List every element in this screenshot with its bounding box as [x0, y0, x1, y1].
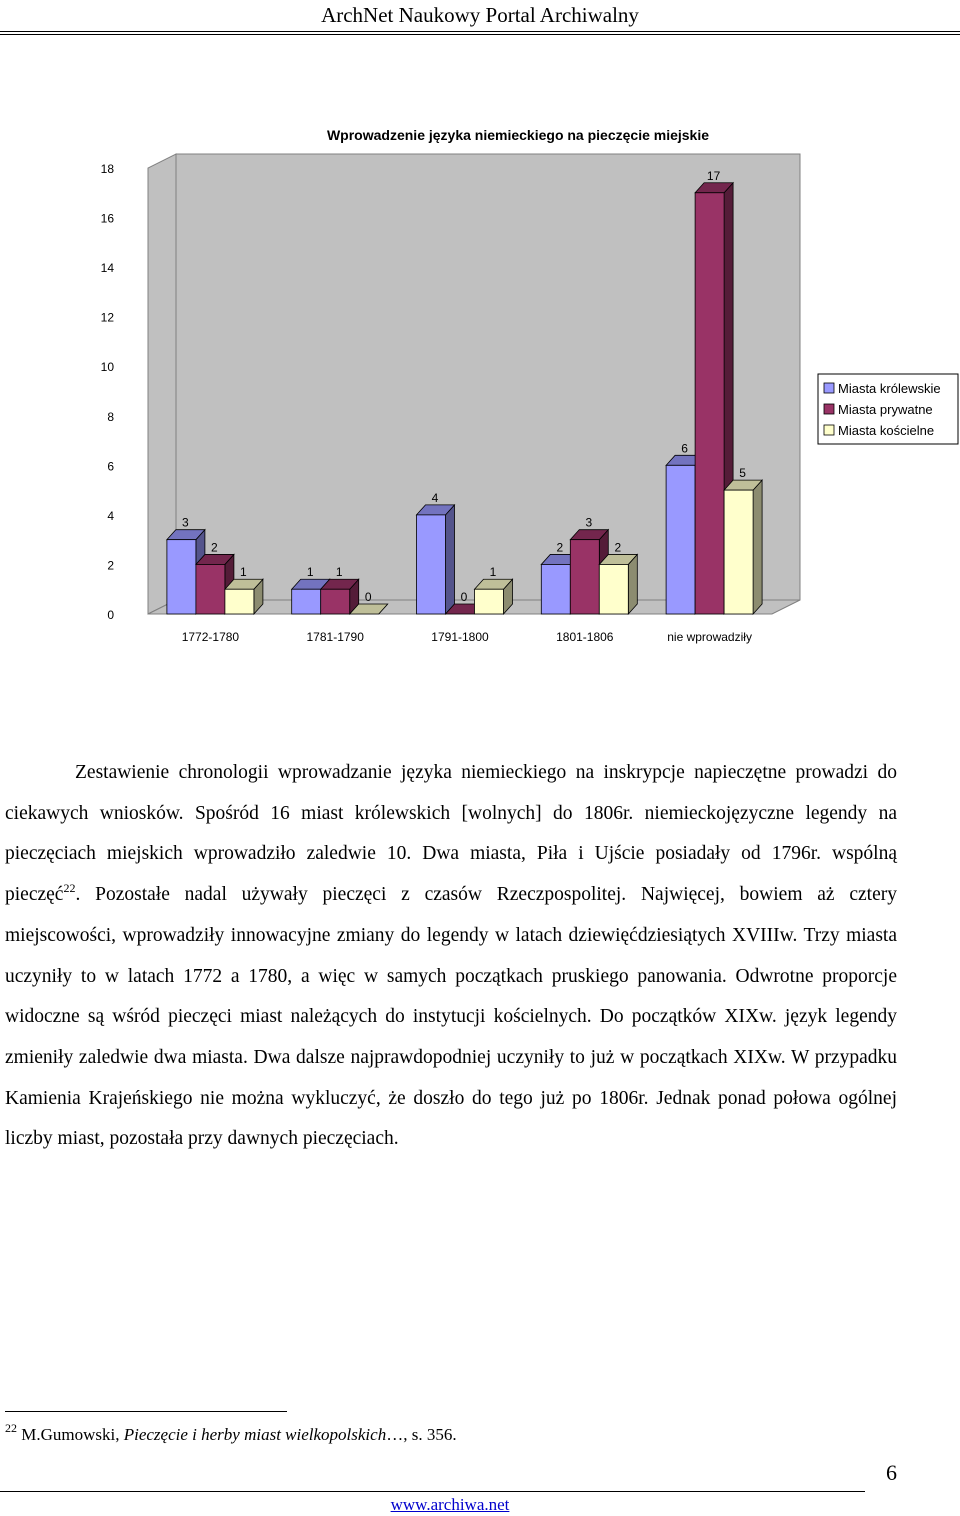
body-paragraph	[5, 753, 897, 1160]
bar-front	[292, 589, 321, 614]
bar-front	[695, 193, 724, 614]
data-label: 1	[489, 565, 497, 580]
footnote-title: Pieczęcie i herby miast wielkopolskich	[123, 1425, 387, 1444]
bar-side	[446, 505, 455, 614]
paragraph-part-1: Zestawienie chronologii wprowadzanie języka niemieckiego na inskrypcje napieczętne prowadzi do ciekawych wniosków. Spośród 16 miast królewskich [wolnych] do 1806r. niemieckojęzyczne legendy na pieczęciach miejskich wprowadziło zaledwie 10. Dwa miasta, Piła i Ujście posiadały od 1796r. wspólną pieczęć	[5, 762, 897, 906]
bar-chart	[0, 40, 960, 700]
data-label: 3	[585, 515, 593, 530]
footnote-author: M.Gumowski,	[21, 1425, 124, 1444]
x-axis	[182, 630, 752, 644]
data-label: 2	[614, 540, 622, 555]
y-tick-label: 2	[107, 558, 114, 573]
data-label: 2	[211, 540, 218, 555]
bar-front	[475, 589, 504, 614]
bar-front	[196, 564, 225, 614]
legend-swatch	[824, 425, 834, 435]
data-label: 1	[306, 565, 314, 580]
bar-front	[724, 490, 753, 614]
bar	[417, 505, 455, 614]
data-label: 1	[335, 565, 343, 580]
data-label: 0	[364, 590, 372, 604]
y-tick-label: 10	[100, 360, 114, 375]
footer-link[interactable]: www.archiwa.net	[390, 1495, 510, 1514]
bar	[225, 579, 263, 614]
bar	[724, 480, 762, 614]
legend	[818, 374, 958, 444]
bar-front	[225, 589, 254, 614]
bar-front	[167, 540, 196, 614]
data-label: 6	[681, 441, 688, 456]
y-tick-label: 6	[107, 459, 114, 474]
bar-front	[417, 515, 446, 614]
data-label: 5	[739, 466, 746, 481]
data-label: 4	[431, 490, 439, 505]
data-label: 2	[556, 540, 564, 555]
chart-container	[0, 40, 960, 700]
bar-front	[321, 589, 350, 614]
header-rule-top	[0, 31, 960, 32]
bar-front	[570, 540, 599, 614]
x-tick-label: 1791-1800	[431, 630, 489, 644]
y-tick-label: 12	[100, 310, 114, 325]
footnote-rest: …, s. 356.	[386, 1425, 457, 1444]
legend-swatch	[824, 404, 834, 414]
body-text	[5, 753, 897, 1160]
y-tick-label: 14	[100, 261, 114, 276]
bar	[321, 579, 359, 614]
y-tick-label: 8	[107, 409, 114, 424]
y-tick-label: 0	[107, 608, 114, 622]
header-rule-bottom	[0, 34, 960, 35]
x-tick-label: 1801-1806	[556, 630, 614, 644]
footnote-rule	[5, 1411, 287, 1412]
x-tick-label: nie wprowadziły	[667, 630, 752, 644]
bar-side	[753, 480, 762, 614]
chart-title: Wprowadzenie języka niemieckiego na pieczęcie miejskie	[326, 127, 710, 143]
legend-label: Miasta prywatne	[838, 402, 933, 417]
bar-front	[599, 564, 628, 614]
bar	[475, 579, 513, 614]
footnote-number: 22	[5, 1421, 17, 1436]
footer-rule	[0, 1491, 865, 1492]
legend-label: Miasta królewskie	[838, 381, 941, 396]
legend-swatch	[824, 383, 834, 393]
x-tick-label: 1781-1790	[306, 630, 364, 644]
data-label: 0	[460, 590, 468, 604]
footnote	[5, 1421, 457, 1446]
legend-label: Miasta kościelne	[838, 423, 935, 438]
bar-front	[666, 465, 695, 614]
y-tick-label: 18	[100, 162, 114, 176]
site-header: ArchNet Naukowy Portal Archiwalny	[321, 3, 639, 27]
data-label: 1	[240, 565, 247, 580]
footnote-ref[interactable]: 22	[63, 880, 76, 895]
y-axis	[101, 162, 115, 622]
y-tick-label: 16	[100, 211, 114, 226]
bar	[599, 554, 637, 614]
bar-front	[541, 564, 570, 614]
paragraph-part-2: . Pozostałe nadal używały pieczęci z czasów Rzeczpospolitej. Najwięcej, bowiem aż cztery miejscowości, wprowadziły innowacyjne zmiany do legendy w latach dziewięćdziesiątych XVIIIw. Trzy miasta uczyniły to w latach 1772 a 1780, a więc w samych początkach pruskiego panowania. Odwrotne proporcje widoczne są wśród pieczęci miast należących do instytucji kościelnych. Do początków XIXw. język legendy zmieniły zaledwie dwa miasta. Dwa dalsze najprawdopodniej uczyniły to już w początkach XIXw. W przypadku Kamienia Krajeńskiego nie można wykluczyć, że doszło do tego już po 1806r. Jednak ponad połowa ogólnej liczby miast, pozostała przy dawnych pieczęciach.	[5, 884, 897, 1150]
y-tick-label: 4	[107, 508, 114, 523]
data-label: 3	[182, 515, 189, 530]
data-label: 17	[706, 168, 721, 183]
x-tick-label: 1772-1780	[181, 630, 240, 644]
page-number: 6	[886, 1460, 897, 1485]
